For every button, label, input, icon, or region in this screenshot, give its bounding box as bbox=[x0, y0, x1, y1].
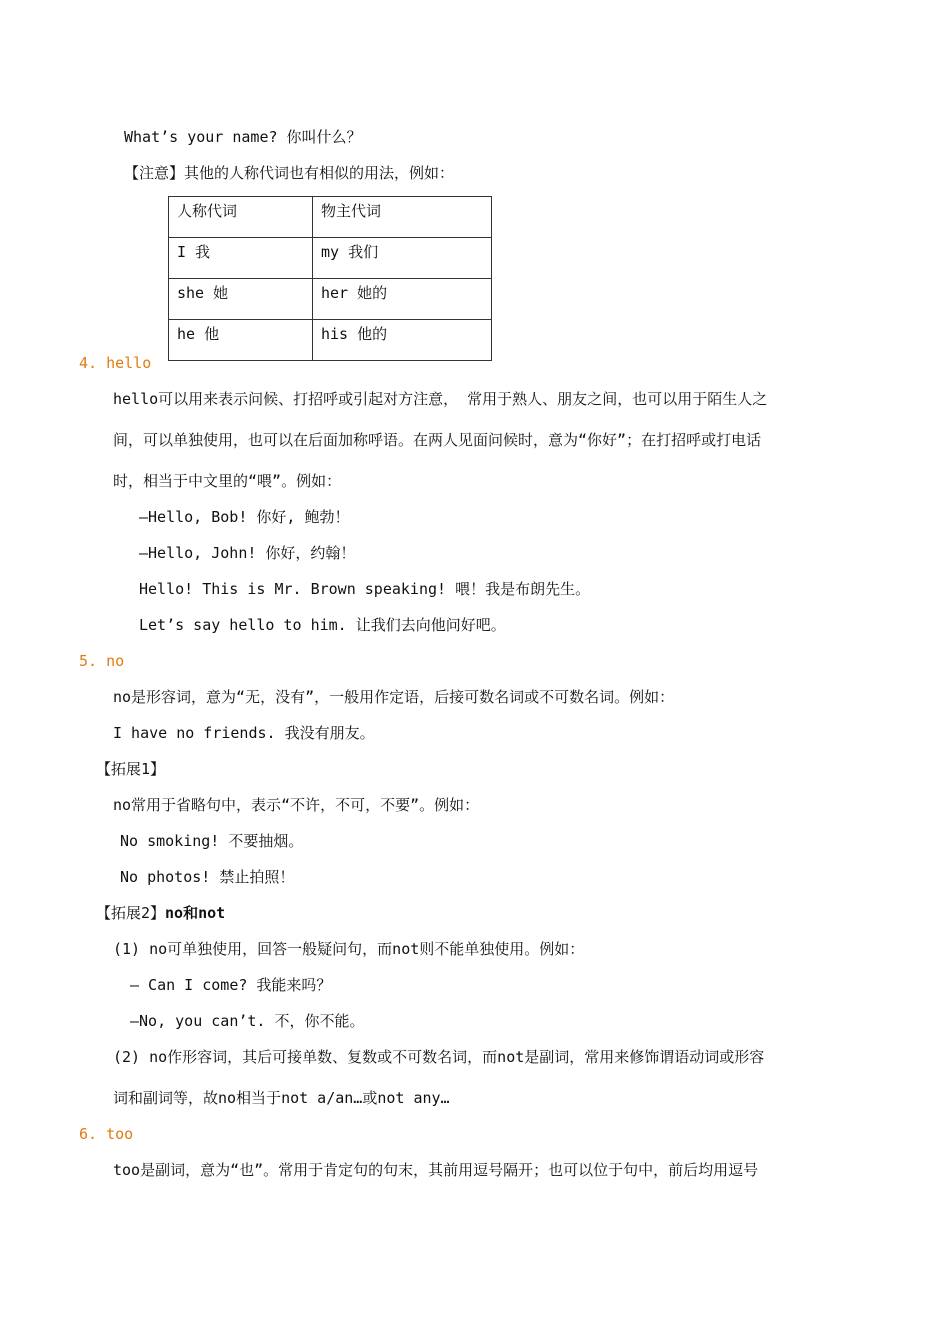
table-cell: her 她的 bbox=[313, 279, 492, 320]
table-cell: she 她 bbox=[169, 279, 313, 320]
extension-title: 【拓展1】 bbox=[96, 760, 166, 778]
section-heading-no: 5. no bbox=[79, 652, 125, 670]
paragraph-line: 时，相当于中文里的“喂”。例如： bbox=[113, 472, 342, 490]
list-item: (2) no作形容词，其后可接单数、复数或不可数名词，而not是副词，常用来修饰谓语动词或形容 bbox=[113, 1048, 765, 1066]
list-item-continued: 词和副词等，故no相当于not a/an…或not any… bbox=[113, 1089, 450, 1107]
example-line: I have no friends. 我没有朋友。 bbox=[113, 724, 375, 742]
list-item: (1) no可单独使用，回答一般疑问句，而not则不能单独使用。例如： bbox=[113, 940, 585, 958]
example-line: —No, you can’t. 不，你不能。 bbox=[130, 1012, 365, 1030]
table-cell: 物主代词 bbox=[313, 197, 492, 238]
table-row bbox=[169, 238, 492, 279]
paragraph-line: no是形容词，意为“无，没有”，一般用作定语，后接可数名词或不可数名词。例如： bbox=[113, 688, 675, 706]
table-row bbox=[169, 279, 492, 320]
example-line: —Hello, Bob! 你好, 鲍勃！ bbox=[139, 508, 350, 526]
table-cell: my 我们 bbox=[313, 238, 492, 279]
pronoun-table bbox=[168, 196, 492, 361]
example-line: No photos! 禁止拍照！ bbox=[120, 868, 295, 886]
example-line: — Can I come? 我能来吗？ bbox=[130, 976, 332, 994]
table-cell: he 他 bbox=[169, 320, 313, 361]
table-row bbox=[169, 197, 492, 238]
paragraph-line: no常用于省略句中，表示“不许，不可，不要”。例如： bbox=[113, 796, 480, 814]
table-cell: 人称代词 bbox=[169, 197, 313, 238]
section-heading-too: 6. too bbox=[79, 1125, 134, 1143]
table-cell: his 他的 bbox=[313, 320, 492, 361]
extension-title-bold: no和not bbox=[165, 904, 226, 922]
paragraph-line: 间，可以单独使用，也可以在后面加称呼语。在两人见面问候时，意为“你好”；在打招呼或打电话 bbox=[113, 431, 762, 449]
example-line: Let’s say hello to him. 让我们去向他问好吧。 bbox=[139, 616, 506, 634]
table-cell: I 我 bbox=[169, 238, 313, 279]
extension-title bbox=[96, 903, 225, 923]
table-row bbox=[169, 320, 492, 361]
example-line: —Hello, John! 你好，约翰！ bbox=[139, 544, 356, 562]
example-line: Hello! This is Mr. Brown speaking! 喂！我是布朗先生。 bbox=[139, 580, 591, 598]
paragraph-line: hello可以用来表示问候、打招呼或引起对方注意， 常用于熟人、朋友之间，也可以用于陌生人之 bbox=[113, 390, 768, 408]
note-line: 【注意】其他的人称代词也有相似的用法，例如： bbox=[124, 164, 455, 182]
section-heading-hello: 4. hello bbox=[79, 354, 152, 372]
text-whats-your-name: What’s your name? 你叫什么？ bbox=[124, 128, 362, 146]
example-line: No smoking! 不要抽烟。 bbox=[120, 832, 304, 850]
paragraph-line: too是副词，意为“也”。常用于肯定句的句末，其前用逗号隔开；也可以位于句中，前后均用逗号 bbox=[113, 1161, 759, 1179]
extension-title-prefix: 【拓展2】 bbox=[96, 904, 166, 922]
